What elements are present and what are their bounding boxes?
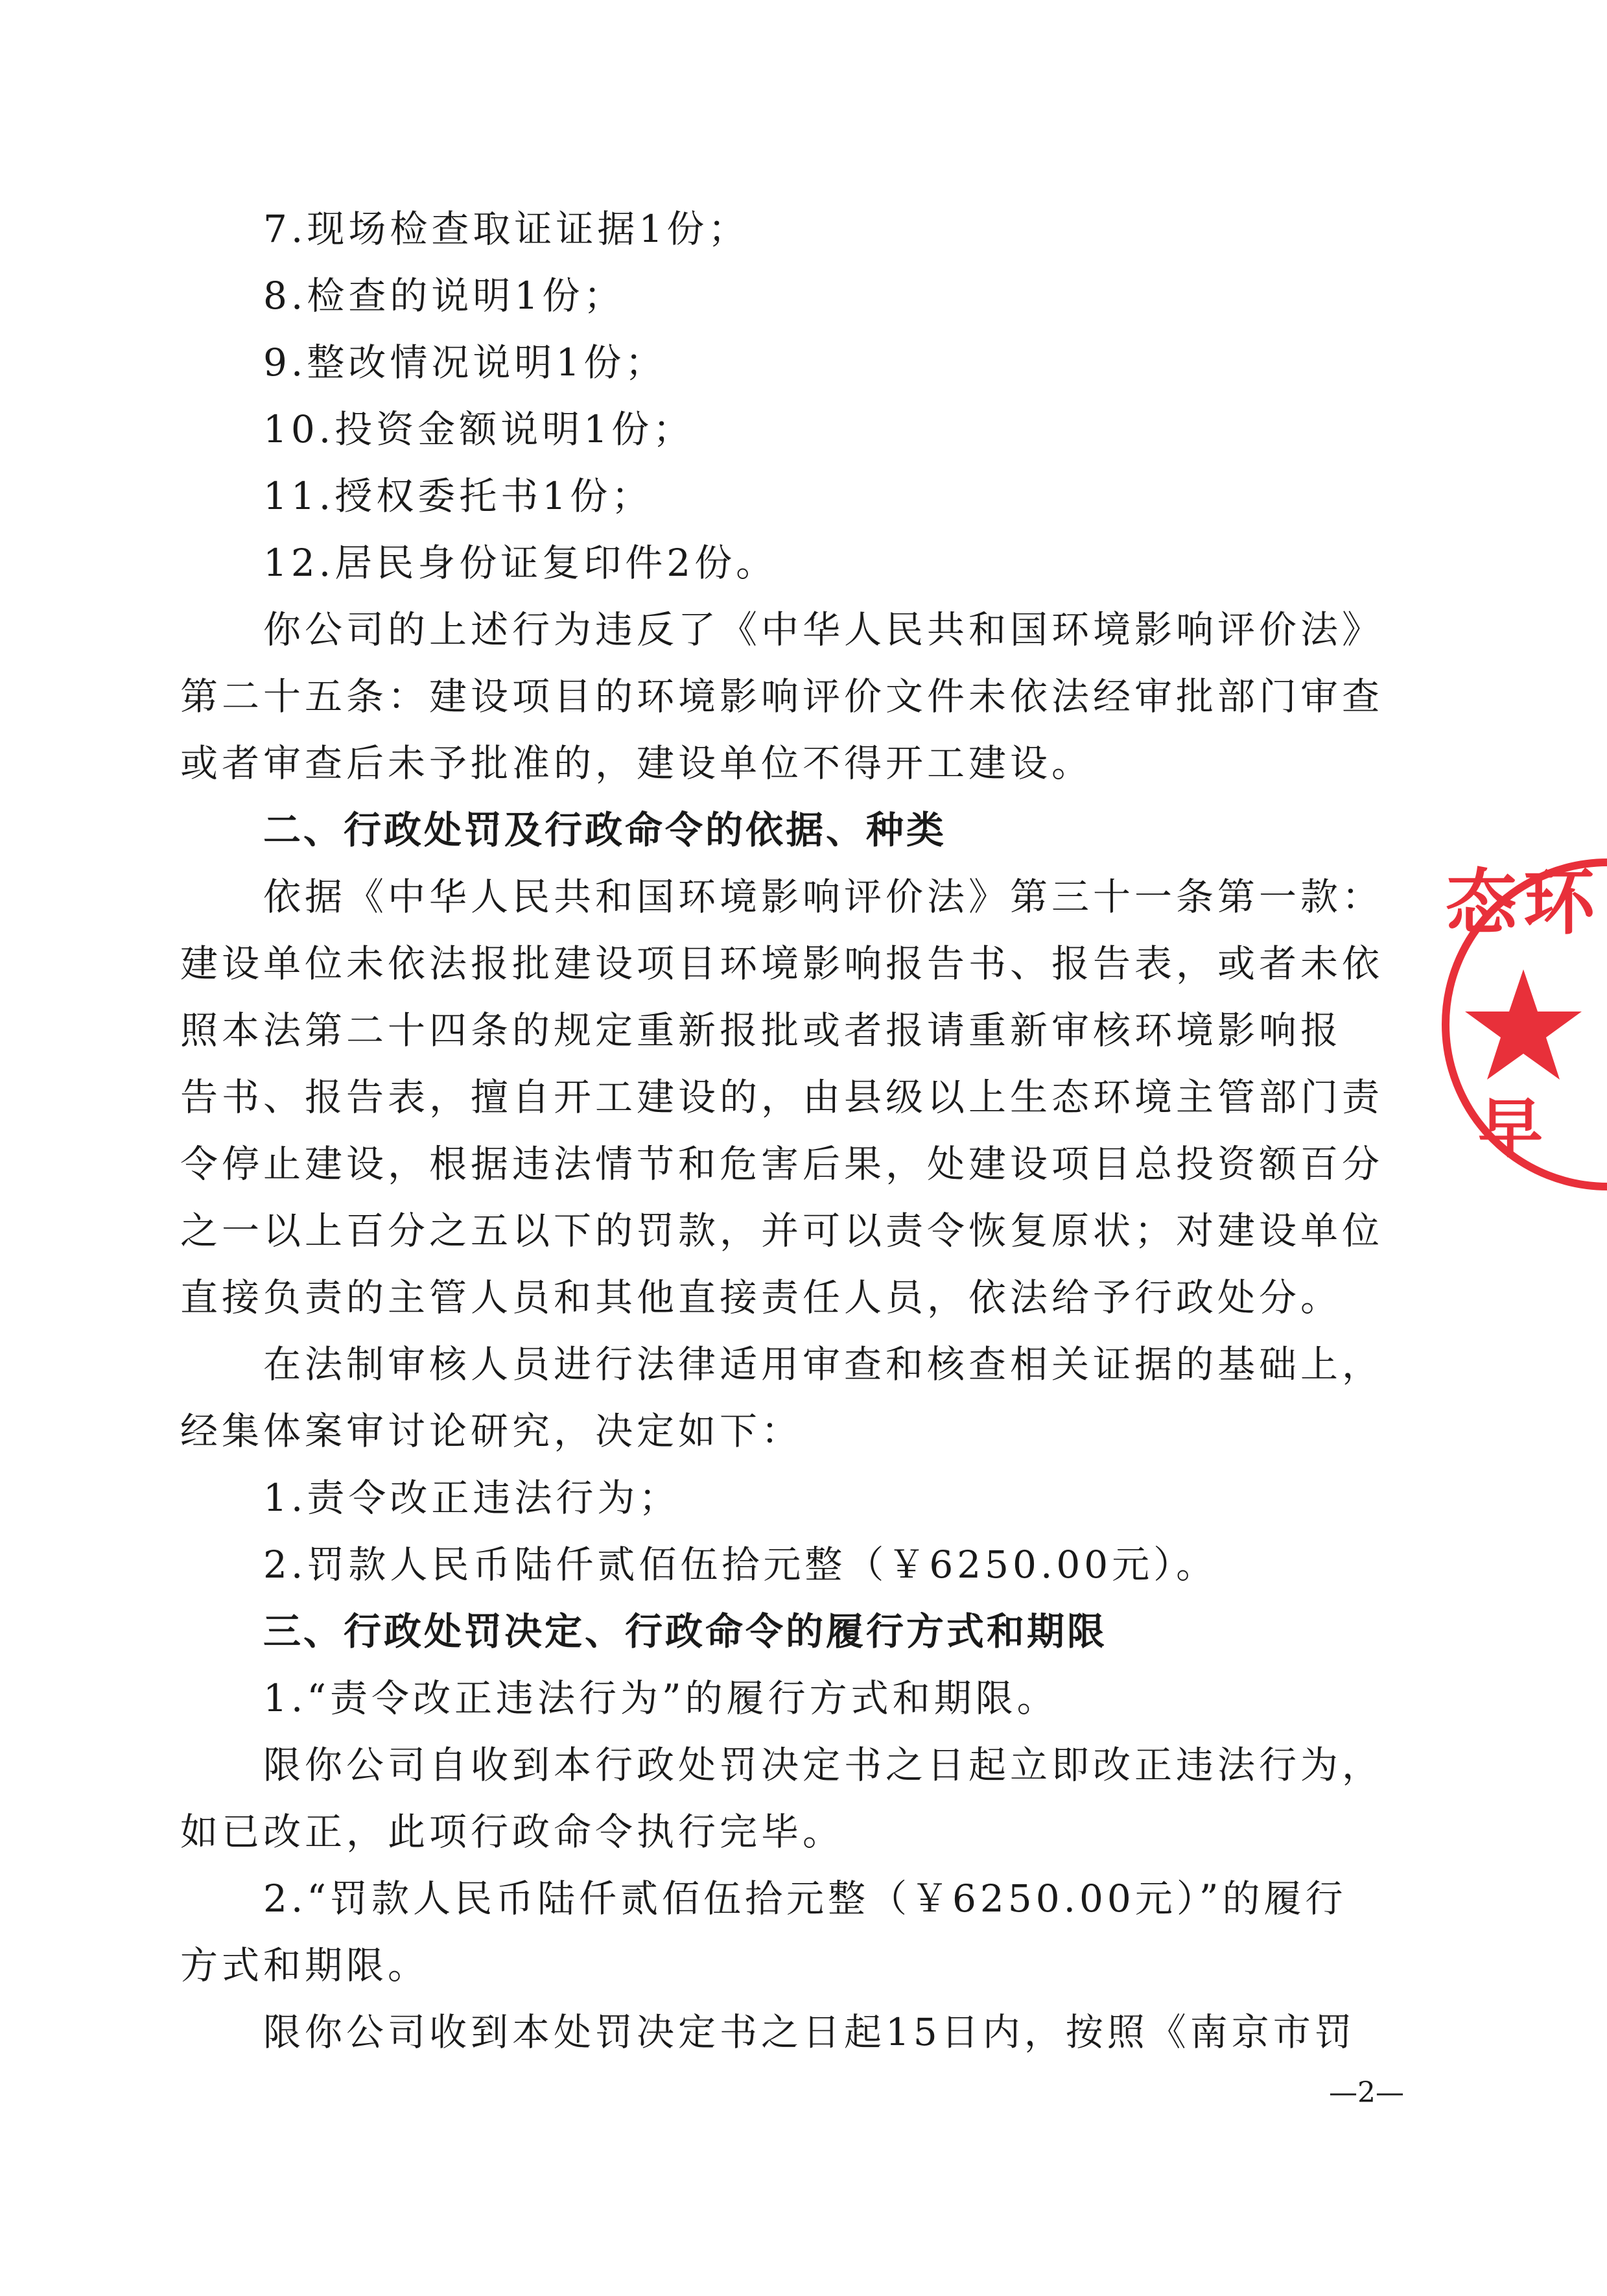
paragraph-correction-line-2: 如已改正，此项行政命令执行完毕。: [180, 1810, 845, 1854]
section-heading-basis: 二、行政处罚及行政命令的依据、种类: [263, 808, 947, 852]
seal-star-icon: [1465, 969, 1582, 1080]
paragraph-review-line-1: 在法制审核人员进行法律适用审查和核查相关证据的基础上，: [263, 1342, 1384, 1386]
paragraph-basis-line-5: 令停止建设，根据违法情节和危害后果，处建设项目总投资额百分: [180, 1142, 1384, 1186]
list-item-evidence: 7.现场检查取证证据1份；: [263, 207, 750, 251]
paragraph-basis-line-1: 依据《中华人民共和国环境影响评价法》第三十一条第一款：: [263, 875, 1384, 919]
document-body: [180, 196, 1422, 2066]
list-item-inspection-note: 8.检查的说明1份；: [263, 274, 626, 318]
paragraph-basis-line-6: 之一以上百分之五以下的罚款，并可以责令恢复原状；对建设单位: [180, 1209, 1384, 1253]
list-item-investment-note: 10.投资金额说明1份；: [263, 407, 695, 451]
official-seal: [1439, 856, 1607, 1193]
paragraph-basis-line-3: 照本法第二十四条的规定重新报批或者报请重新审核环境影响报: [180, 1008, 1343, 1052]
page-number: —2—: [1329, 2076, 1404, 2109]
paragraph-basis-line-4: 告书、报告表，擅自开工建设的，由县级以上生态环境主管部门责: [180, 1075, 1384, 1119]
subheading-correction-performance: 1.“责令改正违法行为”的履行方式和期限。: [263, 1676, 1059, 1720]
seal-top-text: 态环: [1446, 861, 1601, 944]
paragraph-review-line-2: 经集体案审讨论研究，决定如下：: [180, 1409, 803, 1453]
subheading-fine-performance-line-2: 方式和期限。: [180, 1943, 430, 1987]
list-item-power-of-attorney: 11.授权委托书1份；: [263, 474, 653, 518]
section-heading-performance: 三、行政处罚决定、行政命令的履行方式和期限: [263, 1609, 1108, 1653]
paragraph-violation-line-3: 或者审查后未予批准的，建设单位不得开工建设。: [180, 741, 1094, 785]
paragraph-basis-line-7: 直接负责的主管人员和其他直接责任人员，依法给予行政处分。: [180, 1275, 1343, 1320]
paragraph-correction-line-1: 限你公司自收到本行政处罚决定书之日起立即改正违法行为，: [263, 1743, 1384, 1787]
decision-item-fine: 2.罚款人民币陆仟贰佰伍拾元整（￥6250.00元）。: [263, 1543, 1218, 1587]
subheading-fine-performance-line-1: 2.“罚款人民币陆仟贰佰伍拾元整（￥6250.00元）”的履行: [263, 1876, 1347, 1921]
list-item-id-copies: 12.居民身份证复印件2份。: [263, 541, 778, 585]
paragraph-fine-deadline-line-1: 限你公司收到本处罚决定书之日起15日内，按照《南京市罚: [263, 2010, 1356, 2054]
list-item-rectification-note: 9.整改情况说明1份；: [263, 340, 667, 385]
paragraph-violation-line-1: 你公司的上述行为违反了《中华人民共和国环境影响评价法》: [263, 608, 1384, 652]
seal-bottom-text: 早: [1478, 1091, 1543, 1166]
decision-item-correction: 1.责令改正违法行为；: [263, 1476, 681, 1520]
paragraph-violation-line-2: 第二十五条：建设项目的环境影响评价文件未依法经审批部门审查: [180, 674, 1384, 718]
paragraph-basis-line-2: 建设单位未依法报批建设项目环境影响报告书、报告表，或者未依: [180, 941, 1384, 986]
